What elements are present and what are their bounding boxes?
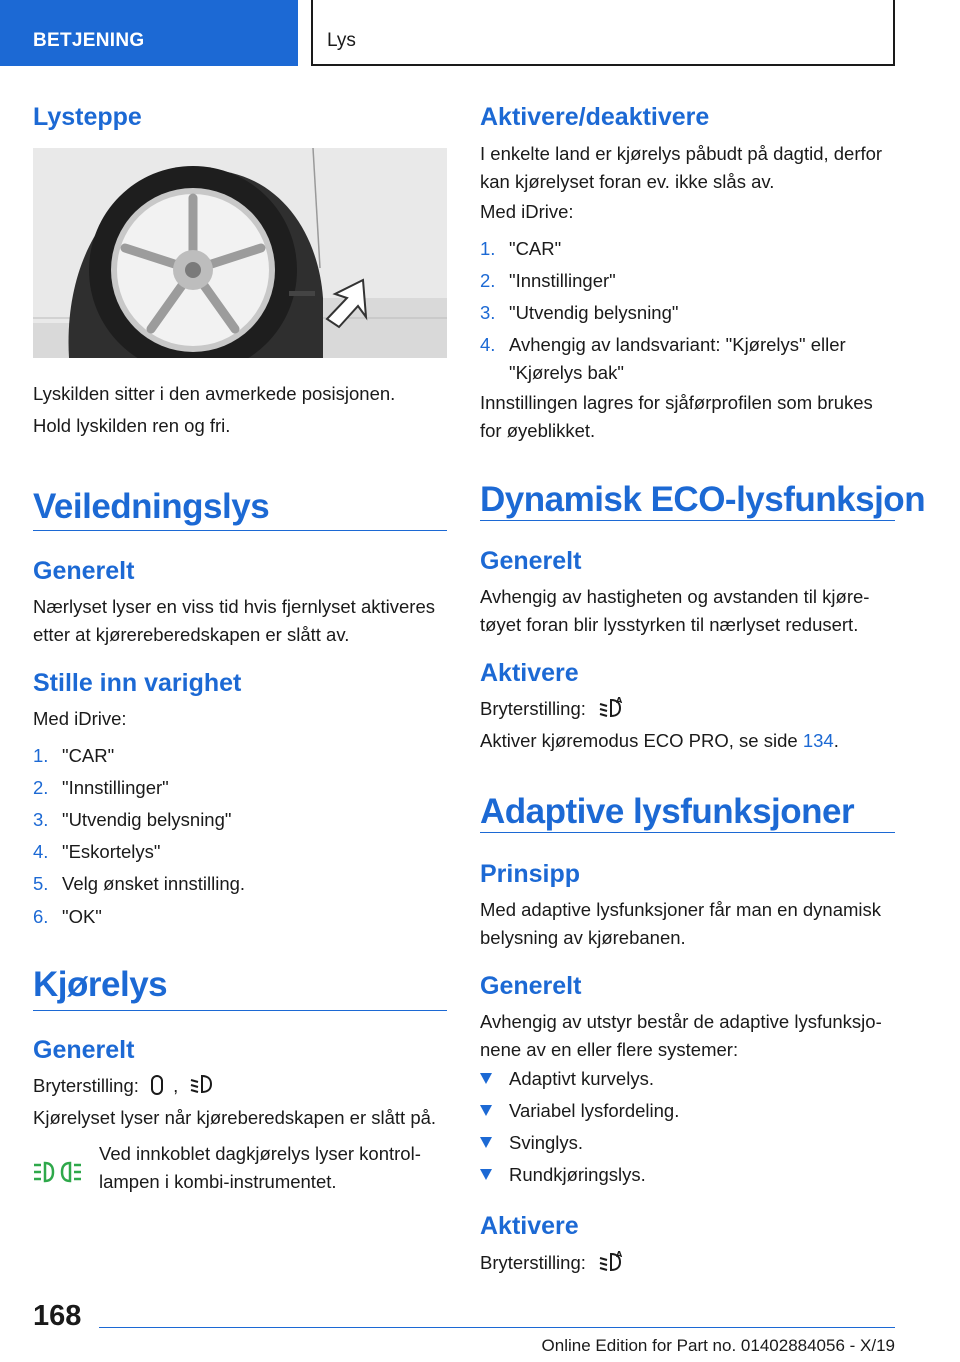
- varighet-intro: Med iDrive:: [33, 708, 127, 729]
- aktivere-deaktivere-heading: Aktivere/deaktivere: [480, 103, 710, 131]
- lysteppe-heading: Lysteppe: [33, 103, 142, 131]
- kjorelys-heading: Kjørelys: [33, 965, 168, 1004]
- bullet-triangle-icon: [480, 1137, 492, 1148]
- eco-activate-text: Aktiver kjøremodus ECO PRO, se side 134.: [480, 730, 839, 751]
- left-column: Lysteppe Lyskilden sitter i den avmerkede posisjonen. Hold lyskilden ren og fri. Veiledningslys Generelt Nærlyset lyser en viss tid hvis fjernlyset aktiveres etter at kjørereberedskapen er slått av. Stille inn varighet Med iDrive: 1. "CAR" 2. "Innstillinger" 3. "Utvendig belysning" 4. "Eskortelys" 5. Velg ønsket innstilling. 6. "OK" Kjørelys Generelt Bryterstilling: , Kjørelyset lyser når kjøreberedskapen er slått på. Ved innkoblet dagkjørelys lyser kontrollampen i kombi-instrumentet.: [33, 0, 447, 1362]
- switch-label: Bryterstilling:: [480, 698, 586, 719]
- switch-separator: ,: [173, 1075, 179, 1096]
- svg-text:A: A: [616, 696, 623, 705]
- lysteppe-caption-1: Lyskilden sitter i den avmerkede posisjonen.: [33, 383, 396, 404]
- bullet-triangle-icon: [480, 1073, 492, 1084]
- prinsipp-text: Med adaptive lysfunksjoner får man en dynamisk belysning av kjørebanen.: [480, 899, 882, 948]
- section-rule: [33, 530, 447, 531]
- adaptive-switch-line: [480, 1249, 625, 1277]
- switch-label: Bryterstilling:: [33, 1075, 139, 1096]
- lysteppe-illustration: [33, 148, 447, 358]
- kjorelys-text: Kjørelyset lyser når kjøreberedskapen er slått på.: [33, 1107, 437, 1128]
- section-label: BETJENING: [33, 30, 145, 51]
- bullet-triangle-icon: [480, 1105, 492, 1116]
- adaptive-heading: Adaptive lysfunksjoner: [480, 792, 855, 831]
- low-beam-icon: [189, 1072, 213, 1096]
- right-column: Aktivere/deaktivere I enkelte land er kjørelys påbudt på dagtid, derfor kan kjørelyset foran ev. ikke slås av. Med iDrive: 1. "CAR" 2. "Innstillinger" 3. "Utvendig belysning" 4. Avhengig av landsvariant: "Kjørelys" eller "Kjørelys bak" Innstillingen lagres for sjåførprofilen som brukes for øyeblikket. Dynamisk ECO-lysfunksjon Generelt Avhengig av hastigheten og avstanden til kjøretøyet foran blir lysstyrken til nærlyset redusert. Aktivere Bryterstilling: A Aktiver kjøremodus ECO PRO, se side 134. Adaptive lysfunksjoner Prinsipp Med adaptive lysfunksjoner får man en dynamisk belysning av kjørebanen. Generelt Avhengig av utstyr består de adaptive lysfunksjonene av en eller flere systemer: Adaptivt kurvelys. Variabel lysfordeling. Svinglys. Rundkjøringslys. Aktivere Bryterstilling: A: [480, 0, 895, 1362]
- switch-label: Bryterstilling:: [480, 1252, 586, 1273]
- veiledningslys-heading: Veiledningslys: [33, 487, 270, 526]
- section-rule: [480, 520, 895, 521]
- veiledningslys-generelt-heading: Generelt: [33, 557, 135, 585]
- auto-headlight-icon: [597, 695, 625, 719]
- adaptive-aktivere-heading: Aktivere: [480, 1212, 579, 1240]
- daytime-running-light-indicator-icon: [33, 1160, 83, 1184]
- page-reference-link[interactable]: 134: [802, 730, 834, 751]
- switch-off-icon: [150, 1074, 164, 1096]
- aktivere-deaktivere-text: I enkelte land er kjørelys påbudt på dagtid, derfor kan kjørelyset foran ev. ikke slås av.: [480, 143, 883, 192]
- adaptive-generelt-heading: Generelt: [480, 972, 582, 1000]
- veiledningslys-generelt-text: Nærlyset lyser en viss tid hvis fjernlyset aktiveres etter at kjørereberedskapen er slått av.: [33, 596, 435, 645]
- section-rule: [33, 1010, 447, 1011]
- auto-headlight-icon: [597, 1249, 625, 1273]
- kjorelys-generelt-heading: Generelt: [33, 1036, 135, 1064]
- section-rule: [480, 832, 895, 833]
- eco-switch-line: [480, 695, 625, 723]
- adaptive-generelt-text: Avhengig av utstyr består de adaptive lysfunksjonene av en eller flere systemer:: [480, 1011, 882, 1060]
- kjorelys-switch-line: [33, 1072, 213, 1100]
- eco-aktivere-heading: Aktivere: [480, 659, 579, 687]
- aktivere-deaktivere-intro: Med iDrive:: [480, 201, 574, 222]
- page-number: 168: [33, 1300, 82, 1332]
- eco-generelt-heading: Generelt: [480, 547, 582, 575]
- footer-rule: [99, 1327, 895, 1328]
- topic-label: Lys: [327, 30, 356, 51]
- bullet-triangle-icon: [480, 1169, 492, 1180]
- eco-generelt-text: Avhengig av hastigheten og avstanden til kjøretøyet foran blir lysstyrken til nærlyset redusert.: [480, 586, 870, 635]
- footer-edition: Online Edition for Part no. 01402884056 - X/19: [541, 1336, 895, 1355]
- lysteppe-caption-2: Hold lyskilden ren og fri.: [33, 415, 231, 436]
- varighet-heading: Stille inn varighet: [33, 669, 242, 697]
- eco-heading: Dynamisk ECO-lysfunksjon: [480, 480, 926, 519]
- aktivere-deaktivere-after: Innstillingen lagres for sjåførprofilen som brukes for øyeblikket.: [480, 392, 873, 441]
- svg-text:A: A: [616, 1250, 623, 1259]
- kjorelys-note: Ved innkoblet dagkjørelys lyser kontrollampen i kombi-instrumentet.: [99, 1143, 421, 1192]
- prinsipp-heading: Prinsipp: [480, 860, 581, 888]
